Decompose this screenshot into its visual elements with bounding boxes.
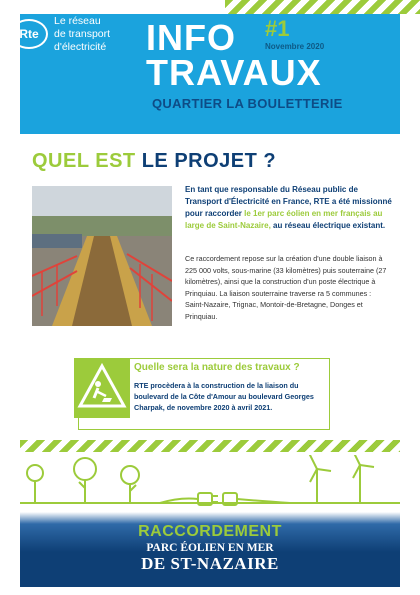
footer-title: RACCORDEMENT bbox=[138, 523, 282, 540]
title-info: INFO bbox=[146, 17, 236, 58]
intro-part2: au réseau électrique existant. bbox=[270, 221, 386, 230]
bottom-stripe-band bbox=[20, 440, 400, 452]
intro-text bbox=[185, 184, 395, 232]
section-title-part2: LE PROJET ? bbox=[141, 150, 277, 172]
section-title-part1: QUEL EST bbox=[32, 150, 136, 172]
works-info-title: Quelle sera la nature des travaux ? bbox=[134, 362, 300, 373]
roadwork-sign-icon bbox=[74, 358, 130, 418]
tree-icon bbox=[27, 465, 43, 481]
footer-location: DE ST-NAZAIRE bbox=[141, 554, 279, 573]
works-info-text: RTE procèdera à la construction de la liaison du boulevard de la Côte d'Amour au boulevard Georges Charpak, de novembre 2020 à avril 2021. bbox=[134, 381, 314, 412]
intro-highlight: le 1er parc éolien en mer français au large de Saint-Nazaire, bbox=[185, 209, 383, 230]
rte-logo: Rte bbox=[10, 19, 48, 49]
neighborhood-subtitle: QUARTIER LA BOULETTERIE bbox=[152, 96, 343, 111]
top-stripe-band bbox=[225, 0, 420, 14]
issue-number: #1 bbox=[265, 16, 290, 41]
footer-subtitle: PARC ÉOLIEN EN MER bbox=[146, 542, 274, 554]
brand-tagline: Le réseau de transport d'électricité bbox=[54, 15, 111, 53]
title-travaux: TRAVAUX bbox=[146, 52, 322, 93]
section-title bbox=[32, 150, 276, 173]
issue-date: Novembre 2020 bbox=[265, 42, 325, 51]
tree-icon bbox=[121, 466, 139, 484]
tree-icon bbox=[74, 458, 96, 480]
intro-part1: En tant que responsable du Réseau public de Transport d'Électricité en France, RTE a été missionné pour raccorder bbox=[185, 185, 392, 218]
body-text: Ce raccordement repose sur la création d'une double liaison à 225 000 volts, sous-marine (33 kilomètres) puis souterraine (27 kilomètres), ainsi que la construction d'un poste électrique à Prinquiau. La liaison souterraine traverse ra 5 communes : Saint-Nazaire, Trignac, Montoir-de-Bretagne, Donges et Prinquiau. bbox=[185, 254, 387, 321]
construction-trench-photo bbox=[32, 186, 172, 326]
